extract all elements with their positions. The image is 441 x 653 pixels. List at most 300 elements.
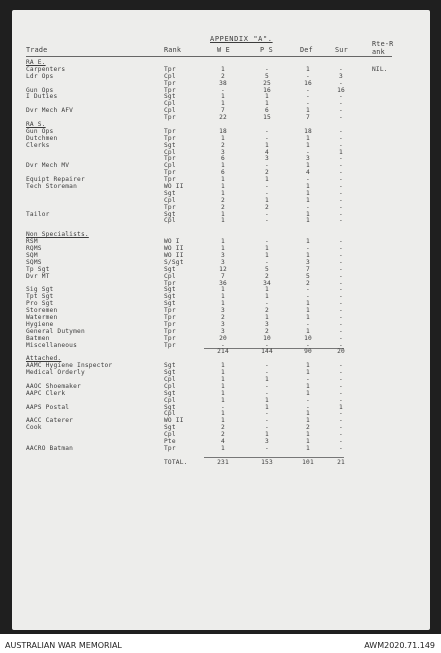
cell-sur: - <box>339 169 343 177</box>
cell-rank: Sgt <box>164 362 176 370</box>
cell-def: - <box>306 320 310 328</box>
cell-rank: Cpl <box>164 148 176 156</box>
cell-ps: - <box>265 183 269 191</box>
cell-we: 12 <box>219 265 227 273</box>
cell-ps: 2 <box>265 203 269 211</box>
cell-sur: 20 <box>337 348 345 356</box>
cell-rank: Tpr <box>164 79 176 87</box>
cell-rank: WO II <box>164 183 184 191</box>
cell-sur: - <box>339 396 343 404</box>
table-row <box>12 169 430 176</box>
table-row <box>12 252 430 259</box>
cell-ps: - <box>265 362 269 370</box>
cell-trade: Miscellaneous <box>26 341 78 349</box>
cell-trade: Carpenters <box>26 65 66 73</box>
subtotal-row <box>12 348 430 355</box>
table-row <box>12 417 430 424</box>
cell-def: 3 <box>306 155 310 163</box>
cell-ps: - <box>265 341 269 349</box>
cell-rank: WO II <box>164 245 184 253</box>
table-row <box>12 383 430 390</box>
cell-def: - <box>306 148 310 156</box>
cell-sur: - <box>339 417 343 425</box>
cell-trade: Tp Sgt <box>26 265 50 273</box>
header-rule <box>26 56 392 57</box>
cell-sur: - <box>339 238 343 246</box>
section-heading-row <box>12 355 430 362</box>
cell-sur: - <box>339 245 343 253</box>
table-row <box>12 155 430 162</box>
cell-we: 22 <box>219 114 227 122</box>
cell-sur: - <box>339 127 343 135</box>
cell-ps: - <box>265 65 269 73</box>
cell-trade: SQM <box>26 251 38 259</box>
cell-rank: Sgt <box>164 300 176 308</box>
cell-def: 1 <box>306 196 310 204</box>
cell-ps: 1 <box>265 375 269 383</box>
cell-sur: - <box>339 217 343 225</box>
cell-we: 4 <box>221 437 225 445</box>
table-row <box>12 93 430 100</box>
cell-trade: RSM <box>26 238 38 246</box>
cell-sur: - <box>339 65 343 73</box>
table-row <box>12 300 430 307</box>
cell-def: 1 <box>306 238 310 246</box>
cell-rank: Tpr <box>164 176 176 184</box>
cell-sur: - <box>339 382 343 390</box>
cell-ps: - <box>265 258 269 266</box>
cell-def: 1 <box>306 189 310 197</box>
cell-trade: SQMS <box>26 258 42 266</box>
cell-we: 1 <box>221 176 225 184</box>
cell-sur: - <box>339 134 343 142</box>
table-row <box>12 431 430 438</box>
cell-ps: 2 <box>265 307 269 315</box>
total-rule <box>204 457 344 458</box>
cell-ps: - <box>265 217 269 225</box>
cell-ps: 1 <box>265 141 269 149</box>
cell-sur: - <box>339 100 343 108</box>
cell-def: 1 <box>306 444 310 452</box>
cell-sur: - <box>339 176 343 184</box>
cell-trade: Medical Orderly <box>26 369 85 377</box>
cell-sur: - <box>339 437 343 445</box>
appendix-table <box>12 10 430 630</box>
cell-rank: Cpl <box>164 431 176 439</box>
cell-trade: Attached. <box>26 355 62 363</box>
cell-ps: - <box>265 189 269 197</box>
col-header-def: Def <box>300 46 313 54</box>
cell-def: 1 <box>306 382 310 390</box>
cell-we: 1 <box>221 134 225 142</box>
cell-ps: 5 <box>265 72 269 80</box>
table-row <box>12 390 430 397</box>
cell-def: 1 <box>306 210 310 218</box>
cell-def: 5 <box>306 272 310 280</box>
table-row <box>12 100 430 107</box>
cell-sur: - <box>339 341 343 349</box>
cell-trade: Equipt Repairer <box>26 176 85 184</box>
table-row <box>12 397 430 404</box>
cell-ps: 15 <box>263 114 271 122</box>
cell-sur: - <box>339 258 343 266</box>
cell-rank: Cpl <box>164 375 176 383</box>
cell-def: 1 <box>306 362 310 370</box>
cell-rank: Sgt <box>164 93 176 101</box>
cell-rank: Tpr <box>164 203 176 211</box>
cell-we: 3 <box>221 258 225 266</box>
cell-sur: - <box>339 320 343 328</box>
cell-def: - <box>306 72 310 80</box>
cell-trade: Dvr Mech AFV <box>26 107 74 115</box>
cell-sur: - <box>339 162 343 170</box>
table-row <box>12 445 430 452</box>
cell-ps: 16 <box>263 86 271 94</box>
cell-ps: 144 <box>261 348 273 356</box>
cell-rank: WO I <box>164 238 180 246</box>
cell-ps: - <box>265 389 269 397</box>
cell-we: 2 <box>221 196 225 204</box>
cell-ps: 153 <box>261 458 273 466</box>
cell-trade: AACRO Batman <box>26 444 74 452</box>
cell-sur: - <box>339 369 343 377</box>
cell-we: 1 <box>221 93 225 101</box>
table-row <box>12 73 430 80</box>
cell-rank: Sgt <box>164 265 176 273</box>
cell-def: 1 <box>306 327 310 335</box>
cell-rank: Cpl <box>164 196 176 204</box>
cell-we: 1 <box>221 65 225 73</box>
cell-ps: 1 <box>265 313 269 321</box>
cell-trade: Storemen <box>26 307 58 315</box>
cell-trade: Non Specialists. <box>26 231 89 239</box>
cell-trade: General Dutymen <box>26 327 85 335</box>
cell-we: 1 <box>221 210 225 218</box>
cell-ps: - <box>265 417 269 425</box>
cell-rank: Tpr <box>164 327 176 335</box>
cell-ps: 10 <box>263 334 271 342</box>
cell-we: - <box>221 341 225 349</box>
cell-rank: Cpl <box>164 72 176 80</box>
table-row <box>12 342 430 349</box>
cell-we: 1 <box>221 382 225 390</box>
cell-trade: Dvr MT <box>26 272 50 280</box>
cell-trade: AAPC Clerk <box>26 389 66 397</box>
cell-ps: 25 <box>263 79 271 87</box>
cell-ps: 1 <box>265 196 269 204</box>
cell-rank: Sgt <box>164 293 176 301</box>
cell-def: - <box>306 176 310 184</box>
cell-rank: Cpl <box>164 410 176 418</box>
cell-def: 7 <box>306 265 310 273</box>
table-body <box>12 59 430 466</box>
cell-def: 1 <box>306 410 310 418</box>
cell-def: 1 <box>306 300 310 308</box>
cell-rank: Cpl <box>164 107 176 115</box>
cell-trade: I Duties <box>26 93 58 101</box>
cell-def: 1 <box>306 134 310 142</box>
cell-trade: AAOC Shoemaker <box>26 382 81 390</box>
cell-def: 1 <box>306 369 310 377</box>
cell-we: 2 <box>221 431 225 439</box>
cell-we: 1 <box>221 389 225 397</box>
cell-rank: TOTAL. <box>164 458 188 466</box>
cell-trade: Dvr Mech MV <box>26 162 70 170</box>
cell-rank: Tpr <box>164 65 176 73</box>
cell-def: - <box>306 403 310 411</box>
cell-sur: - <box>339 203 343 211</box>
cell-rank: Tpr <box>164 341 176 349</box>
cell-rank: Tpr <box>164 155 176 163</box>
table-row <box>12 424 430 431</box>
cell-ps: - <box>265 369 269 377</box>
table-row <box>12 238 430 245</box>
cell-we: 3 <box>221 327 225 335</box>
cell-we: 1 <box>221 162 225 170</box>
cell-def: - <box>306 375 310 383</box>
table-row <box>12 107 430 114</box>
cell-we: 231 <box>217 458 229 466</box>
table-row <box>12 293 430 300</box>
cell-def: - <box>306 293 310 301</box>
table-row <box>12 162 430 169</box>
cell-we: 1 <box>221 375 225 383</box>
cell-we: 1 <box>221 100 225 108</box>
cell-trade: AACC Caterer <box>26 417 74 425</box>
cell-we: 1 <box>221 369 225 377</box>
cell-sur: - <box>339 279 343 287</box>
cell-we: 1 <box>221 300 225 308</box>
table-row <box>12 197 430 204</box>
cell-ps: 4 <box>265 148 269 156</box>
footer-accession-number: AWM2020.71.149 <box>364 641 435 650</box>
cell-we: 1 <box>221 410 225 418</box>
cell-rank: Sgt <box>164 189 176 197</box>
cell-rank: Sgt <box>164 210 176 218</box>
cell-rank: Cpl <box>164 162 176 170</box>
cell-sur: - <box>339 272 343 280</box>
cell-rank: Tpr <box>164 444 176 452</box>
cell-ps: 1 <box>265 176 269 184</box>
table-row <box>12 114 430 121</box>
cell-trade: Clerks <box>26 141 50 149</box>
cell-we: 2 <box>221 203 225 211</box>
cell-rank: Pte <box>164 437 176 445</box>
table-row <box>12 142 430 149</box>
cell-def: - <box>306 203 310 211</box>
cell-sur: - <box>339 424 343 432</box>
cell-trade: RQMS <box>26 245 42 253</box>
cell-rank: Cpl <box>164 396 176 404</box>
cell-ps: 3 <box>265 437 269 445</box>
table-row <box>12 128 430 135</box>
cell-we: 1 <box>221 245 225 253</box>
cell-we: 7 <box>221 107 225 115</box>
cell-rank: Sgt <box>164 424 176 432</box>
cell-we: 2 <box>221 141 225 149</box>
col-header-remarks: Rte-Rank <box>372 40 394 56</box>
cell-rank: Tpr <box>164 134 176 142</box>
cell-def: 1 <box>306 313 310 321</box>
cell-sur: - <box>339 183 343 191</box>
cell-def: 10 <box>304 334 312 342</box>
cell-sur: - <box>339 293 343 301</box>
cell-ps: - <box>265 410 269 418</box>
cell-ps: 3 <box>265 320 269 328</box>
cell-rank: Sgt <box>164 369 176 377</box>
cell-ps: 1 <box>265 403 269 411</box>
table-row <box>12 211 430 218</box>
table-row <box>12 335 430 342</box>
cell-sur: - <box>339 286 343 294</box>
cell-sur: - <box>339 334 343 342</box>
cell-trade: Tailor <box>26 210 50 218</box>
cell-def: 1 <box>306 107 310 115</box>
cell-sur: - <box>339 300 343 308</box>
cell-def: 1 <box>306 307 310 315</box>
cell-ps: 1 <box>265 93 269 101</box>
cell-trade: Batmen <box>26 334 50 342</box>
cell-trade: RA E. <box>26 59 46 66</box>
cell-we: - <box>221 403 225 411</box>
cell-sur: 21 <box>337 458 345 466</box>
cell-ps: - <box>265 238 269 246</box>
cell-sur: - <box>339 375 343 383</box>
cell-rank: Tpr <box>164 320 176 328</box>
table-row <box>12 66 430 73</box>
cell-ps: - <box>265 134 269 142</box>
cell-we: 2 <box>221 424 225 432</box>
cell-we: 36 <box>219 279 227 287</box>
table-row <box>12 404 430 411</box>
cell-we: - <box>221 86 225 94</box>
cell-we: 7 <box>221 272 225 280</box>
cell-def: 1 <box>306 431 310 439</box>
cell-trade: Pro Sgt <box>26 300 54 308</box>
cell-we: 1 <box>221 293 225 301</box>
cell-rank: Tpr <box>164 307 176 315</box>
table-row <box>12 135 430 142</box>
cell-sur: - <box>339 410 343 418</box>
cell-rank: S/Sgt <box>164 258 184 266</box>
table-row <box>12 410 430 417</box>
cell-sur: - <box>339 155 343 163</box>
cell-we: 38 <box>219 79 227 87</box>
table-row <box>12 224 430 231</box>
cell-def: - <box>306 93 310 101</box>
cell-rank: Sgt <box>164 141 176 149</box>
document-page <box>12 10 430 630</box>
cell-trade: Sig Sgt <box>26 286 54 294</box>
table-row <box>12 438 430 445</box>
cell-ps: - <box>265 424 269 432</box>
cell-we: 2 <box>221 72 225 80</box>
cell-rank: Cpl <box>164 100 176 108</box>
cell-we: 20 <box>219 334 227 342</box>
section-heading-row <box>12 121 430 128</box>
cell-def: 1 <box>306 217 310 225</box>
table-row <box>12 362 430 369</box>
cell-trade: Ldr Ops <box>26 72 54 80</box>
cell-we: 1 <box>221 417 225 425</box>
cell-trade: Dutchmen <box>26 134 58 142</box>
cell-def: 1 <box>306 389 310 397</box>
col-header-rank: Rank <box>164 46 182 54</box>
section-heading-row <box>12 59 430 66</box>
cell-we: 1 <box>221 286 225 294</box>
col-header-we: W E <box>217 46 230 54</box>
cell-sur: - <box>339 389 343 397</box>
cell-sur: 3 <box>339 72 343 80</box>
table-row <box>12 87 430 94</box>
cell-sur: 16 <box>337 86 345 94</box>
cell-sur: - <box>339 93 343 101</box>
cell-rank: WO II <box>164 417 184 425</box>
cell-ps: - <box>265 382 269 390</box>
cell-we: 1 <box>221 396 225 404</box>
cell-sur: - <box>339 431 343 439</box>
table-row <box>12 245 430 252</box>
cell-we: 1 <box>221 444 225 452</box>
cell-def: 2 <box>306 279 310 287</box>
cell-we: 3 <box>221 320 225 328</box>
cell-rank: Cpl <box>164 217 176 225</box>
cell-sur: - <box>339 313 343 321</box>
cell-trade: Gun Ops <box>26 127 54 135</box>
cell-trade: Tech Storeman <box>26 183 78 191</box>
table-row <box>12 328 430 335</box>
table-row <box>12 286 430 293</box>
table-row <box>12 217 430 224</box>
cell-trade: Watermen <box>26 313 58 321</box>
cell-we: 1 <box>221 238 225 246</box>
cell-sur: - <box>339 307 343 315</box>
cell-def: 1 <box>306 183 310 191</box>
cell-ps: 1 <box>265 431 269 439</box>
cell-sur: - <box>339 265 343 273</box>
footer-institution: AUSTRALIAN WAR MEMORIAL <box>5 641 122 650</box>
cell-trade: Tpt Sgt <box>26 293 54 301</box>
cell-trade: Cook <box>26 424 42 432</box>
table-row <box>12 369 430 376</box>
cell-def: - <box>306 396 310 404</box>
cell-ps: 2 <box>265 272 269 280</box>
cell-ps: 1 <box>265 251 269 259</box>
cell-sur: - <box>339 327 343 335</box>
cell-we: 3 <box>221 251 225 259</box>
cell-sur: - <box>339 79 343 87</box>
cell-rank: Tpr <box>164 169 176 177</box>
cell-ps: 1 <box>265 286 269 294</box>
table-row <box>12 280 430 287</box>
col-header-trade: Trade <box>26 46 48 54</box>
table-row <box>12 376 430 383</box>
cell-def: 1 <box>306 417 310 425</box>
cell-def: 3 <box>306 258 310 266</box>
cell-rem: NIL. <box>372 65 388 73</box>
cell-def: 1 <box>306 437 310 445</box>
cell-def: 4 <box>306 169 310 177</box>
cell-ps: 2 <box>265 169 269 177</box>
cell-def: 2 <box>306 424 310 432</box>
cell-sur: - <box>339 444 343 452</box>
col-header-ps: P S <box>260 46 273 54</box>
cell-def: - <box>306 341 310 349</box>
cell-ps: 1 <box>265 396 269 404</box>
cell-sur: - <box>339 114 343 122</box>
col-header-sur: Sur <box>335 46 348 54</box>
cell-ps: - <box>265 127 269 135</box>
